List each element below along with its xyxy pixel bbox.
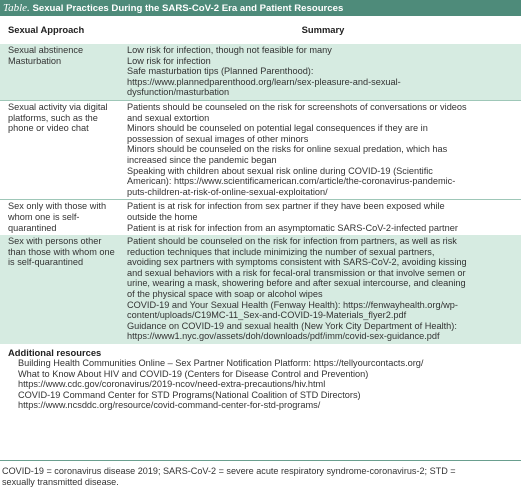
- resource-item: https://www.cdc.gov/coronavirus/2019-ncov/need-extra-precautions/hiv.html: [18, 379, 326, 390]
- table-row: [0, 235, 521, 344]
- summary-line: Guidance on COVID-19 and sexual health (New York City Department of Health):: [127, 320, 457, 331]
- summary-line: urine, wearing a mask, showering before and after sexual intercourse, and cleaning: [127, 278, 466, 289]
- summary-line: https://www.plannedparenthood.org/learn/sex-pleasure-and-sexual-: [127, 76, 401, 87]
- table-title: Sexual Practices During the SARS-CoV-2 Era and Patient Resources: [32, 3, 344, 14]
- summary-line: Minors should be counseled on the risks for online sexual predation, which has: [127, 144, 448, 155]
- summary-line: outside the home: [127, 211, 198, 222]
- summary-line: Speaking with children about sexual risk online during COVID-19 (Scientific: [127, 165, 433, 176]
- summary-cell: [125, 100, 521, 199]
- approach-masturbation: Masturbation: [8, 55, 62, 66]
- table-header-row: [0, 16, 521, 44]
- approach-cell: [0, 44, 125, 100]
- approach-digital: Sexual activity via digital platforms, such as the phone or video chat: [8, 101, 108, 134]
- summary-line: Patients should be counseled on the risk for screenshots of conversations or videos: [127, 101, 467, 112]
- footnote: [2, 466, 518, 488]
- summary-line: and sexual behaviors with a risk for fecal-oral transmission or that involve semen or: [127, 267, 466, 278]
- table-row: [0, 200, 521, 235]
- table-title-bar: [0, 0, 521, 16]
- summary-line: increased since the pandemic began: [127, 154, 277, 165]
- summary-line: and sexual extortion: [127, 112, 210, 123]
- footnote-line: sexually transmitted disease.: [2, 477, 119, 487]
- summary-line: Patient should be counseled on the risk for infection from partners, as well as risk: [127, 236, 457, 247]
- summary-line: Low risk for infection, though not feasible for many: [127, 45, 332, 55]
- summary-line: Patient is at risk for infection from an asymptomatic SARS-CoV-2-infected partner: [127, 222, 458, 233]
- header-summary: Summary: [301, 23, 345, 35]
- resource-item: What to Know About HIV and COVID-19 (Centers for Disease Control and Prevention): [18, 368, 369, 379]
- approach-self-quarantined: Sex only with those with whom one is self-quarantined: [8, 201, 107, 233]
- table-row: [0, 44, 521, 100]
- resource-item: COVID-19 Command Center for STD Programs(National Coalition of STD Directors): [18, 389, 361, 400]
- resource-item: https://www.ncsddc.org/resource/covid-command-center-for-std-programs/: [18, 400, 321, 411]
- summary-line: reduction techniques that include minimizing the number of sexual partners,: [127, 246, 435, 257]
- footnote-line: COVID-19 = coronavirus disease 2019; SARS-CoV-2 = severe acute respiratory syndrome-coronavirus-2; STD =: [2, 466, 456, 476]
- footnote-divider: [0, 460, 521, 461]
- summary-cell: [125, 235, 521, 344]
- additional-resources: [0, 347, 521, 411]
- summary-line: content/uploads/C19MC-11_Sex-and-COVID-19-Materials_flyer2.pdf: [127, 310, 407, 321]
- summary-line: Safe masturbation tips (Planned Parenthood):: [127, 66, 314, 77]
- summary-line: puts-children-at-risk-of-online-sexual-exploitation/: [127, 186, 328, 197]
- sexual-practices-table: [0, 16, 521, 344]
- summary-cell: [125, 44, 521, 100]
- summary-line: dysfunction/masturbation: [127, 87, 230, 98]
- summary-line: https://www1.nyc.gov/assets/doh/downloads/pdf/imm/covid-sex-guidance.pdf: [127, 331, 440, 342]
- resource-item: Building Health Communities Online – Sex Partner Notification Platform: https://tellyourcontacts.org/: [18, 358, 424, 369]
- approach-cell: [0, 200, 125, 235]
- approach-cell: [0, 235, 125, 344]
- approach-other-persons: Sex with persons other than those with whom one is self-quarantined: [8, 236, 115, 268]
- table-row: [0, 100, 521, 199]
- summary-line: American): https://www.scientificamerican.com/article/the-coronavirus-pandemic-: [127, 176, 456, 187]
- approach-cell: [0, 100, 125, 199]
- summary-line: Patient is at risk for infection from sex partner if they have been exposed while: [127, 201, 445, 212]
- table-label: Table.: [3, 2, 30, 14]
- summary-line: possession of sexual images of other minors: [127, 133, 309, 144]
- summary-cell: [125, 200, 521, 235]
- header-sexual-approach: Sexual Approach: [8, 23, 85, 35]
- summary-line: of the physical space with soap or alcohol wipes: [127, 289, 323, 300]
- resources-heading: Additional resources: [8, 347, 102, 359]
- summary-line: avoiding sex partners with symptoms consistent with SARS-CoV-2, avoiding kissing: [127, 257, 467, 268]
- approach-abstinence: Sexual abstinence: [8, 45, 84, 55]
- summary-line: Minors should be counseled on potential legal consequences if they are in: [127, 123, 428, 134]
- summary-line: Low risk for infection: [127, 55, 211, 66]
- summary-line: COVID-19 and Your Sexual Health (Fenway Health): https://fenwayhealth.org/wp-: [127, 299, 458, 310]
